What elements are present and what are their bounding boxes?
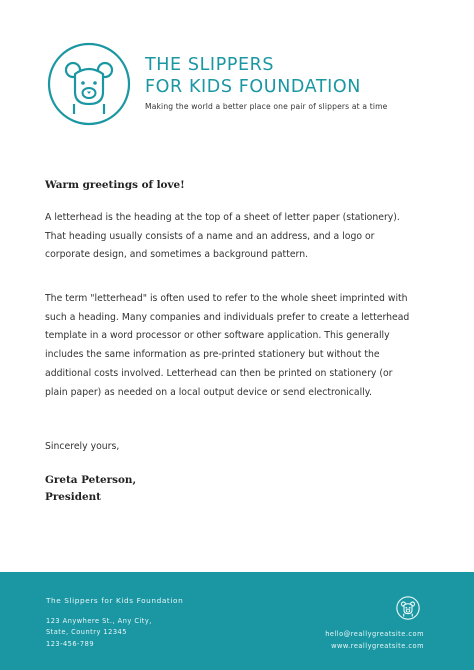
paragraph-line: A letterhead is the heading at the top of a sheet of letter paper (stationery). [45,212,400,223]
signer-name: Greta Peterson, [45,474,137,486]
tagline: Making the world a better place one pair of slippers at a time [145,102,388,111]
footer-email-link[interactable]: hello@reallygreatsite.com [325,630,424,638]
signer-title: President [45,491,101,503]
footer [0,572,474,670]
signature-block [45,472,136,506]
organization-name [145,54,445,98]
organization-name-line2: FOR KIDS FOUNDATION [145,77,361,97]
paragraph-line: The term "letterhead" is often used to refer to the whole sheet imprinted with [45,293,408,304]
footer-organization-name: The Slippers for Kids Foundation [46,596,184,605]
letter-greeting: Warm greetings of love! [45,179,185,191]
paragraph-line: corporate design, and sometimes a background pattern. [45,249,309,261]
footer-bear-logo-icon [396,596,420,620]
organization-name-line1: THE SLIPPERS [145,55,275,75]
footer-address-line2: State, Country 12345 [46,628,127,637]
letter-paragraph-1 [45,209,440,265]
footer-address [46,616,152,650]
letter-closing: Sincerely yours, [45,441,120,452]
paragraph-line: includes the same information as pre-printed stationery but without the [45,349,380,361]
paragraph-line: plain paper) as needed on a local output device or send electronically. [45,386,372,398]
footer-website-link[interactable]: www.reallygreatsite.com [331,642,424,651]
paragraph-line: such a heading. Many companies and individuals prefer to create a letterhead [45,311,410,323]
paragraph-line: template in a word processor or other software application. This generally [45,330,390,342]
footer-contact [325,628,424,653]
paragraph-line: That heading usually consists of a name and an address, and a logo or [45,230,375,242]
bear-logo-icon [47,42,131,126]
footer-address-line1: 123 Anywhere St., Any City, [46,617,152,625]
letter-paragraph-2 [45,290,440,402]
paragraph-line: additional costs involved. Letterhead can then be printed on stationery (or [45,367,393,379]
footer-phone: 123-456-789 [46,639,95,648]
